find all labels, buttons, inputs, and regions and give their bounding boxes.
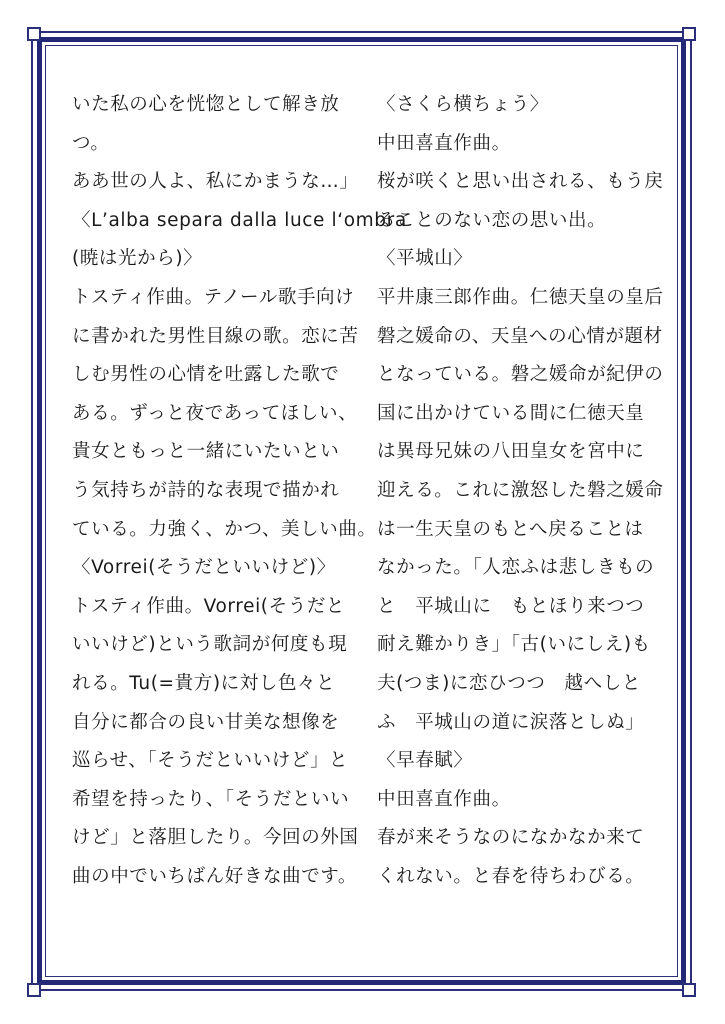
right-text-column bbox=[377, 86, 664, 896]
text-line: う気持ちが詩的な表現で描かれ bbox=[72, 479, 340, 501]
text-line: なかった。「人恋ふは悲しきもの bbox=[377, 557, 655, 579]
text-line: 桜が咲くと思い出される、もう戻 bbox=[377, 171, 664, 193]
song-heading: 〈さくら横ちょう〉 bbox=[377, 94, 549, 115]
song-heading: 〈平城山〉 bbox=[377, 248, 473, 270]
text-line: と 平城山に もとほり来つつ bbox=[377, 595, 645, 617]
text-line: は異母兄妹の八田皇女を宮中に bbox=[377, 441, 645, 463]
text-line: ている。力強く、かつ、美しい曲。 bbox=[72, 518, 377, 540]
text-line: 貴女ともっと一緒にいたいとい bbox=[72, 441, 340, 463]
corner-ornament-bottom-right bbox=[682, 983, 696, 997]
text-line: 中田喜直作曲。 bbox=[377, 132, 511, 154]
text-line: れる。Tu(=貴方)に対し色々と bbox=[72, 672, 336, 694]
text-line: 巡らせ、「そうだといいけど」と bbox=[72, 750, 349, 772]
text-line: 曲の中でいちばん好きな曲です。 bbox=[72, 865, 358, 887]
text-line: けど」と落胆したり。今回の外国 bbox=[72, 827, 359, 849]
text-line: くれない。と春を待ちわびる。 bbox=[377, 865, 645, 887]
text-line: となっている。磐之媛命が紀伊の bbox=[377, 364, 664, 386]
text-line: 希望を持ったり、「そうだといい bbox=[72, 788, 350, 810]
text-line: 迎える。これに激怒した磐之媛命 bbox=[377, 479, 664, 501]
text-line: 春が来そうなのになかなか来て bbox=[377, 827, 645, 849]
corner-ornament-top-right bbox=[682, 27, 696, 41]
text-line: いいけど)という歌詞が何度も現 bbox=[72, 634, 348, 656]
text-line: しむ男性の心情を吐露した歌で bbox=[72, 364, 340, 386]
text-line: ることのない恋の思い出。 bbox=[377, 209, 607, 231]
text-line: ある。ずっと夜であってほしい、 bbox=[72, 402, 358, 424]
text-line: 中田喜直作曲。 bbox=[377, 788, 511, 810]
text-line: 耐え難かりき」「古(いにしえ)も bbox=[377, 634, 651, 656]
text-line: 磐之媛命の、天皇への心情が題材 bbox=[377, 325, 663, 347]
text-line: 国に出かけている間に仁徳天皇 bbox=[377, 402, 645, 424]
text-line: つ。 bbox=[72, 132, 110, 154]
left-text-column bbox=[72, 86, 407, 896]
corner-ornament-bottom-left bbox=[27, 983, 41, 997]
text-line: は一生天皇のもとへ戻ることは bbox=[377, 518, 644, 540]
text-line: に書かれた男性目線の歌。恋に苦 bbox=[72, 325, 359, 347]
song-heading: (暁は光から)〉 bbox=[72, 248, 203, 270]
text-line: いた私の心を恍惚として解き放 bbox=[72, 94, 340, 115]
text-line: 夫(つま)に恋ひつつ 越へしと bbox=[377, 672, 641, 694]
song-heading: 〈L’alba separa dalla luce l‘ombra bbox=[72, 209, 407, 231]
text-line: ああ世の人よ、私にかまうな…」 bbox=[72, 171, 359, 193]
text-line: 平井康三郎作曲。仁徳天皇の皇后 bbox=[377, 286, 664, 308]
text-line: トスティ作曲。Vorrei(そうだと bbox=[72, 595, 346, 617]
text-line: 自分に都合の良い甘美な想像を bbox=[72, 711, 340, 733]
text-line: トスティ作曲。テノール歌手向け bbox=[72, 286, 355, 308]
text-line: ふ 平城山の道に涙落としぬ」 bbox=[377, 711, 645, 733]
song-heading: 〈早春賦〉 bbox=[377, 750, 473, 772]
corner-ornament-top-left bbox=[27, 27, 41, 41]
song-heading: 〈Vorrei(そうだといいけど)〉 bbox=[72, 557, 336, 579]
